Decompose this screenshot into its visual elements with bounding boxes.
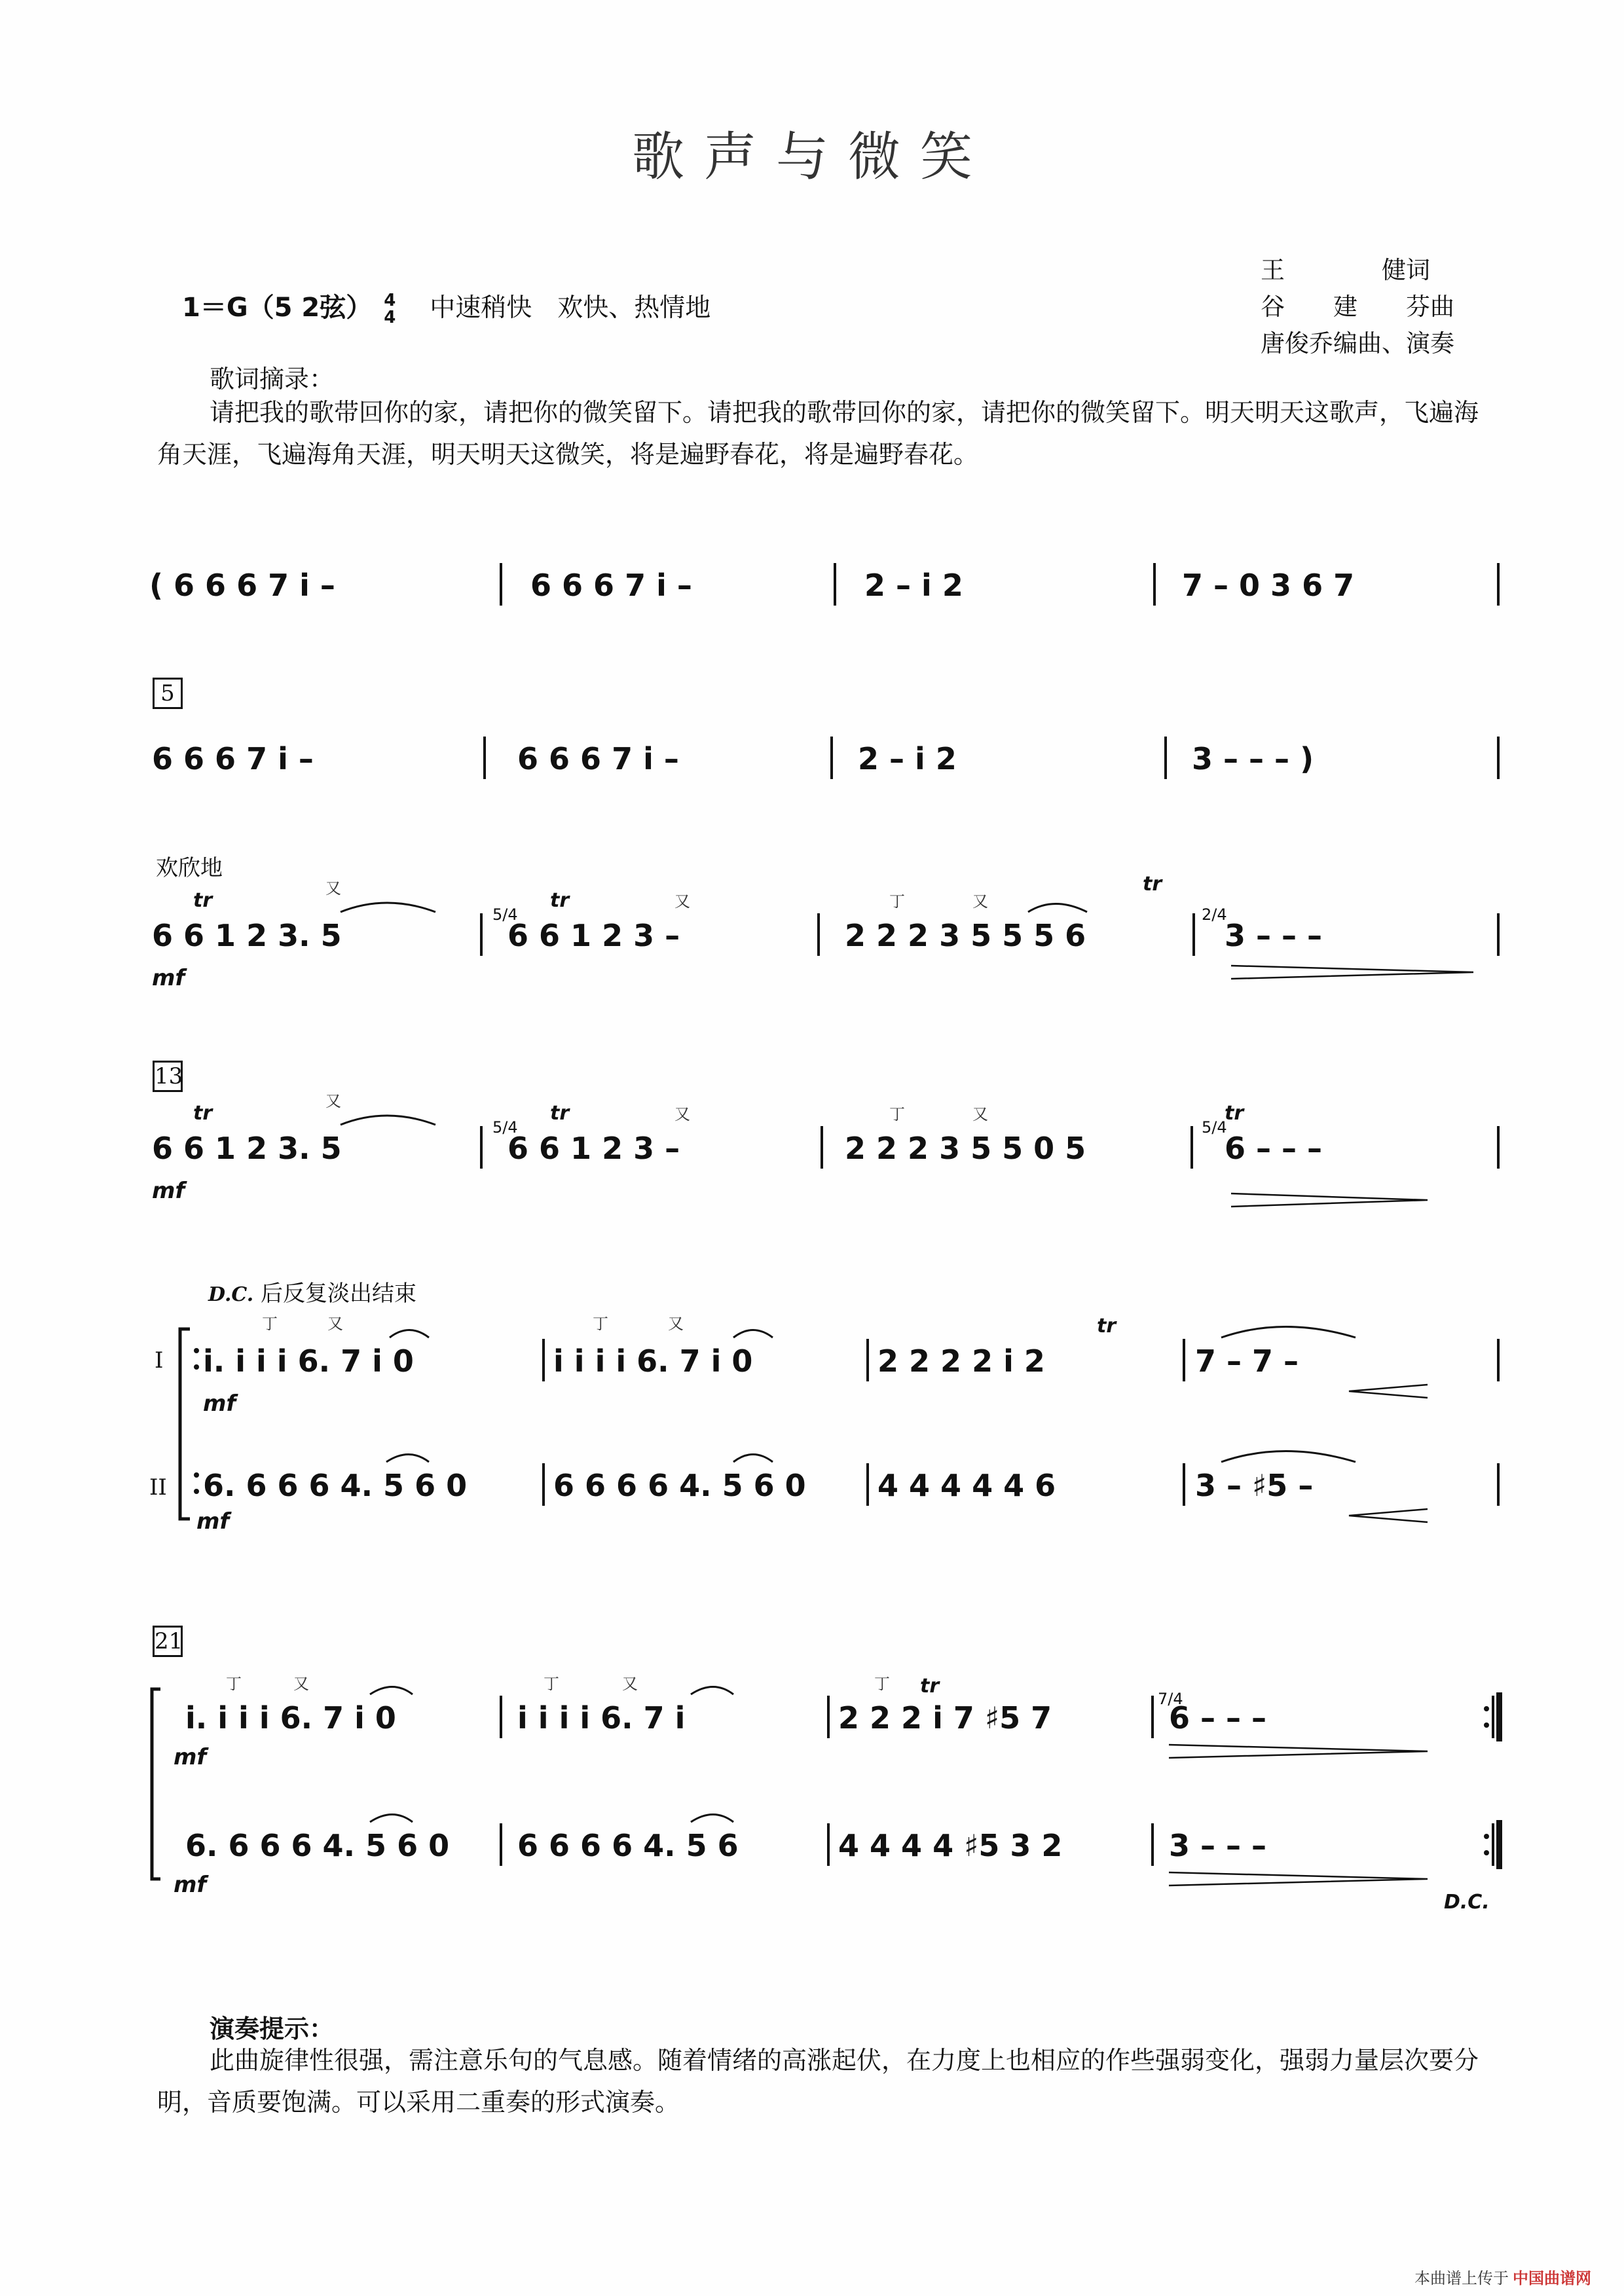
svg-text:丁: 丁 — [874, 1675, 890, 1693]
svg-text:i. i i i 6. 7 i 0: i. i i i 6. 7 i 0 — [203, 1343, 414, 1379]
svg-text:2 2 2 i 7 ♯5 7: 2 2 2 i 7 ♯5 7 — [838, 1700, 1052, 1736]
svg-text:6 6 6 6 4. 5 6: 6 6 6 6 4. 5 6 — [517, 1828, 739, 1863]
svg-text:mf: mf — [174, 1872, 207, 1898]
performance-hint-heading: 演奏提示： — [210, 2014, 335, 2043]
upload-footer — [1414, 2265, 1591, 2288]
svg-text:( 6 6 6 7 i –: ( 6 6 6 7 i – — [149, 568, 335, 603]
svg-text:mf: mf — [174, 1744, 207, 1770]
svg-text:tr: tr — [1143, 873, 1162, 896]
lyricist-credit: 王 健词 — [1261, 256, 1430, 284]
svg-text:又: 又 — [622, 1675, 638, 1693]
svg-text:3 – – – ): 3 – – – ) — [1192, 741, 1314, 776]
svg-text:又: 又 — [972, 892, 988, 911]
svg-text:2 2 2 3 5 5 5 6: 2 2 2 3 5 5 5 6 — [845, 918, 1086, 953]
svg-text:6 6 6 7 i –: 6 6 6 7 i – — [530, 568, 692, 603]
repeat-dots — [194, 1348, 199, 1494]
svg-text:6 6 6 6 4. 5 6 0: 6 6 6 6 4. 5 6 0 — [553, 1468, 806, 1503]
dc-text: 后反复淡出结束 — [253, 1281, 416, 1307]
tuning-suffix: 弦） — [320, 293, 373, 323]
performance-hint-text: 此曲旋律性很强，需注意乐句的气息感。随着情绪的高涨起伏，在力度上也相应的作些强弱变化，强弱力量层次要分明，音质要饱满。可以采用二重奏的形式演奏。 — [157, 2046, 1479, 2117]
svg-text:丁: 丁 — [889, 892, 905, 911]
svg-text:2/4: 2/4 — [1202, 905, 1227, 924]
svg-text:2 2 2 2 i 2: 2 2 2 2 i 2 — [877, 1343, 1045, 1379]
svg-text:D.C.: D.C. — [1444, 1891, 1490, 1914]
svg-text:3 – – –: 3 – – – — [1225, 918, 1323, 953]
lyrics-heading: 歌词摘录： — [210, 365, 335, 393]
svg-text:i i i i 6. 7 i 0: i i i i 6. 7 i 0 — [553, 1343, 753, 1379]
svg-text:tr: tr — [550, 889, 570, 912]
svg-text:6 6 1 2 3. 5: 6 6 1 2 3. 5 — [152, 1131, 342, 1166]
svg-text:tr: tr — [193, 889, 213, 912]
svg-text:又: 又 — [325, 1092, 341, 1110]
svg-text:又: 又 — [668, 1315, 684, 1333]
svg-text:tr: tr — [193, 1102, 213, 1125]
svg-text:又: 又 — [327, 1315, 343, 1333]
site-logo[interactable]: 中国曲谱网 — [1513, 2269, 1591, 2287]
fingering-marks — [226, 879, 988, 1693]
svg-text:6 6 1 2 3 –: 6 6 1 2 3 – — [507, 918, 680, 953]
rehearsal-mark-13: 13 — [153, 1061, 183, 1092]
svg-text:mf: mf — [152, 1178, 185, 1204]
lyrics-text: 请把我的歌带回你的家，请把你的微笑留下。请把我的歌带回你的家，请把你的微笑留下。明天明天这歌声，飞遍海角天涯，飞遍海角天涯，明天明天这微笑，将是遍野春花，将是遍野春花。 — [157, 398, 1479, 469]
svg-text:6. 6 6 6 4. 5 6 0: 6. 6 6 6 4. 5 6 0 — [203, 1468, 468, 1503]
svg-text:i. i i i 6. 7 i 0: i. i i i 6. 7 i 0 — [185, 1700, 396, 1736]
svg-text:又: 又 — [293, 1675, 309, 1693]
svg-text:2 – i 2: 2 – i 2 — [858, 741, 957, 776]
svg-text:mf: mf — [152, 965, 185, 991]
time-bottom: 4 — [384, 308, 396, 327]
part-label-1: I — [155, 1347, 164, 1374]
hairpins — [1169, 966, 1473, 1886]
svg-text:7 – 7 –: 7 – 7 – — [1195, 1343, 1299, 1379]
time-top: 4 — [384, 291, 396, 310]
svg-text:3 – – –: 3 – – – — [1169, 1828, 1267, 1863]
notes — [149, 568, 1354, 1863]
svg-text:5/4: 5/4 — [492, 1118, 518, 1137]
svg-text:6 6 6 7 i –: 6 6 6 7 i – — [152, 741, 314, 776]
svg-text:mf: mf — [203, 1391, 236, 1417]
rehearsal-mark-5: 5 — [153, 678, 183, 709]
svg-text:丁: 丁 — [226, 1675, 242, 1693]
svg-text:丁: 丁 — [593, 1315, 608, 1333]
svg-text:7 – 0 3 6 7: 7 – 0 3 6 7 — [1182, 568, 1355, 603]
svg-text:又: 又 — [972, 1105, 988, 1123]
footer-text: 本曲谱上传于 — [1414, 2269, 1509, 2287]
svg-text:6 6 1 2 3. 5: 6 6 1 2 3. 5 — [152, 918, 342, 953]
svg-text:6 6 1 2 3 –: 6 6 1 2 3 – — [507, 1131, 680, 1166]
time-change-marks — [492, 905, 1227, 1708]
trill-marks — [193, 873, 1245, 1698]
tempo-marking: 中速稍快 欢快、热情地 — [430, 293, 711, 323]
svg-text:tr: tr — [1225, 1102, 1244, 1125]
svg-text:丁: 丁 — [262, 1315, 278, 1333]
svg-text:又: 又 — [325, 879, 341, 898]
tuning: 5 2 — [274, 293, 320, 323]
svg-text:mf: mf — [196, 1508, 230, 1535]
svg-text:6. 6 6 6 4. 5 6 0: 6. 6 6 6 4. 5 6 0 — [185, 1828, 450, 1863]
svg-text:又: 又 — [674, 892, 690, 911]
rehearsal-mark-21: 21 — [153, 1626, 183, 1657]
svg-text:5/4: 5/4 — [1202, 1118, 1227, 1137]
end-mark — [1444, 1891, 1490, 1914]
svg-text:7/4: 7/4 — [1158, 1690, 1183, 1708]
dc-italic: D.C. — [208, 1283, 254, 1306]
svg-text:丁: 丁 — [889, 1105, 905, 1123]
key-prefix: 1＝G（ — [182, 293, 274, 323]
svg-text:2 – i 2: 2 – i 2 — [864, 568, 963, 603]
composer-credit: 谷 建 芬曲 — [1261, 293, 1454, 321]
part-label-2: II — [149, 1474, 167, 1501]
svg-text:6 – – –: 6 – – – — [1169, 1700, 1267, 1736]
arranger-credit: 唐俊乔编曲、演奏 — [1261, 329, 1454, 357]
expression-marking: 欢欣地 — [156, 855, 223, 881]
svg-text:6 – – –: 6 – – – — [1225, 1131, 1323, 1166]
svg-text:i i i i 6. 7 i: i i i i 6. 7 i — [517, 1700, 686, 1736]
svg-text:4 4 4 4 4 6: 4 4 4 4 4 6 — [877, 1468, 1056, 1503]
svg-text:又: 又 — [674, 1105, 690, 1123]
svg-text:4 4 4 4 ♯5 3 2: 4 4 4 4 ♯5 3 2 — [838, 1828, 1063, 1863]
svg-text:6 6 6 7 i –: 6 6 6 7 i – — [517, 741, 679, 776]
svg-text:tr: tr — [550, 1102, 570, 1125]
system-brackets — [152, 1329, 190, 1879]
page-title: 歌声与微笑 — [632, 126, 992, 187]
svg-text:5/4: 5/4 — [492, 905, 518, 924]
svg-text:tr: tr — [920, 1675, 940, 1698]
svg-text:丁: 丁 — [544, 1675, 559, 1693]
svg-text:tr: tr — [1097, 1315, 1116, 1338]
svg-text:3 – ♯5 –: 3 – ♯5 – — [1195, 1468, 1314, 1503]
svg-text:2 2 2 3 5 5 0 5: 2 2 2 3 5 5 0 5 — [845, 1131, 1086, 1166]
